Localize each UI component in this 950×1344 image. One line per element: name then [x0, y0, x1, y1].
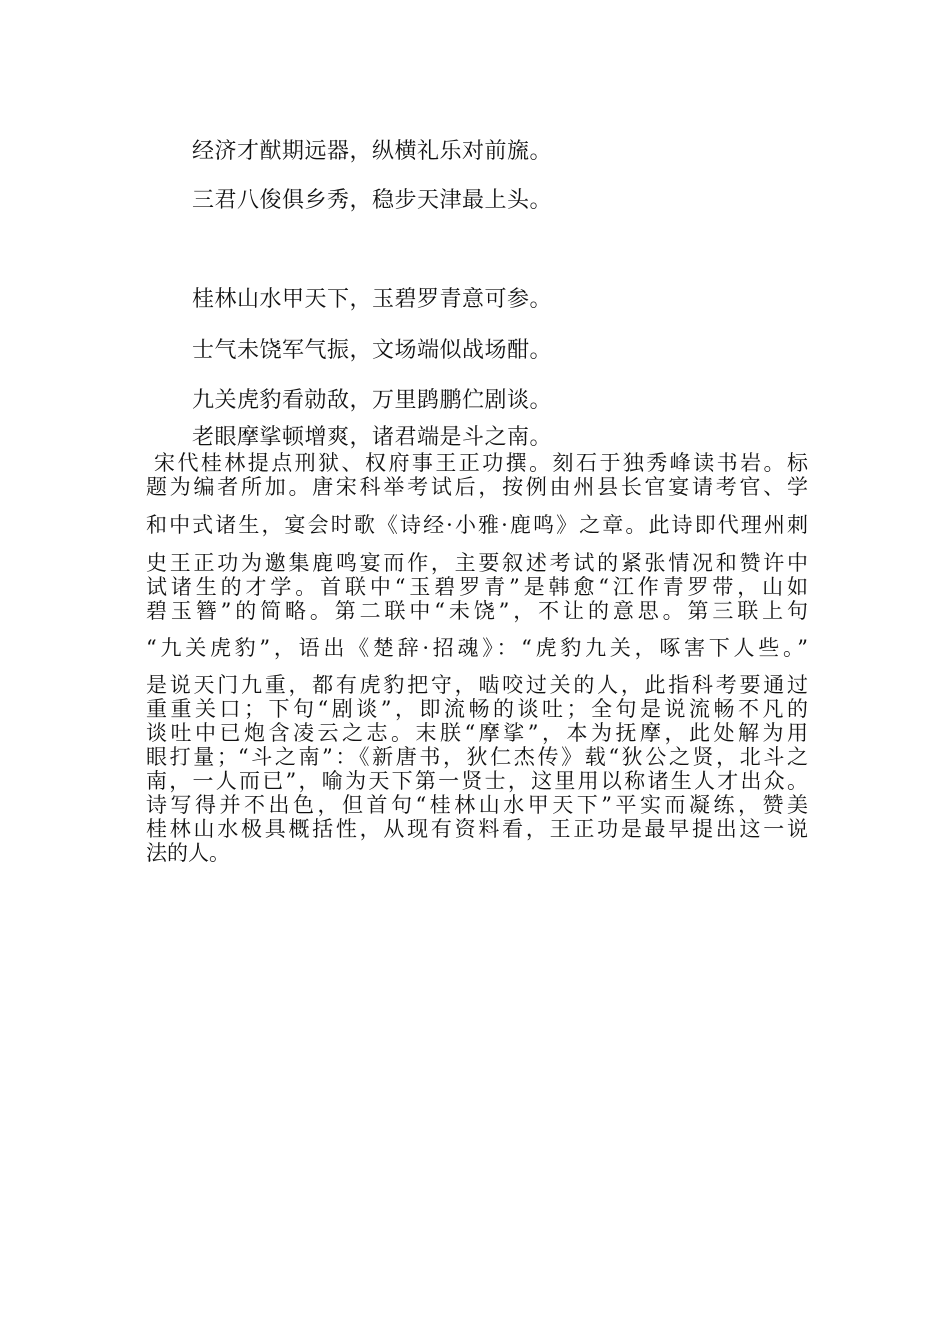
poem-line: 经济才猷期远器，纵横礼乐对前旒。 — [192, 139, 553, 164]
commentary-line: 史王正功为邀集鹿鸣宴而作，主要叙述考试的紧张情况和赞许中 — [146, 551, 808, 575]
commentary-line: 碧玉簪”的简略。第二联中“未饶”，不让的意思。第三联上句 — [146, 599, 808, 623]
poem-line: 桂林山水甲天下，玉碧罗青意可参。 — [192, 287, 553, 312]
commentary-line: 题为编者所加。唐宋科举考试后，按例由州县长官宴请考官、学 — [146, 475, 808, 499]
commentary-line: 重重关口；下句“剧谈”，即流畅的谈吐；全句是说流畅不凡的 — [146, 697, 808, 721]
commentary-line: 眼打量；“斗之南”：《新唐书，狄仁杰传》载“狄公之贤，北斗之 — [146, 745, 808, 769]
commentary-line: 南，一人而已”，喻为天下第一贤士，这里用以称诸生人才出众。 — [146, 769, 808, 793]
commentary-line: 诗写得并不出色，但首句“桂林山水甲天下”平实而凝练，赞美 — [146, 793, 808, 817]
commentary-line: 谈吐中已炮含凌云之志。末朕“摩挲”，本为抚摩，此处解为用 — [146, 721, 808, 745]
poem-line: 老眼摩挲顿增爽，诸君端是斗之南。 — [192, 425, 553, 450]
commentary-line: 法的人。 — [146, 841, 230, 865]
commentary-line: 宋代桂林提点刑狱、权府事王正功撰。刻石于独秀峰读书岩。标 — [154, 451, 808, 475]
commentary-line: 试诸生的才学。首联中“玉碧罗青”是韩愈“江作青罗带，山如 — [146, 575, 808, 599]
poem-line: 三君八俊俱乡秀，稳步天津最上头。 — [192, 188, 553, 213]
commentary-line: 和中式诸生，宴会时歌《诗经·小雅·鹿鸣》之章。此诗即代理州刺 — [146, 513, 808, 537]
commentary-line: 桂林山水极具概括性，从现有资料看，王正功是最早提出这一说 — [146, 817, 808, 841]
poem-line: 九关虎豹看勍敌，万里鹍鹏伫剧谈。 — [192, 388, 553, 413]
poem-line: 士气未饶军气振，文场端似战场酣。 — [192, 338, 553, 363]
commentary-line: “九关虎豹”，语出《楚辞·招魂》：“虎豹九关，啄害下人些。” — [146, 636, 808, 660]
commentary-line: 是说天门九重，都有虎豹把守，啮咬过关的人，此指科考要通过 — [146, 673, 808, 697]
